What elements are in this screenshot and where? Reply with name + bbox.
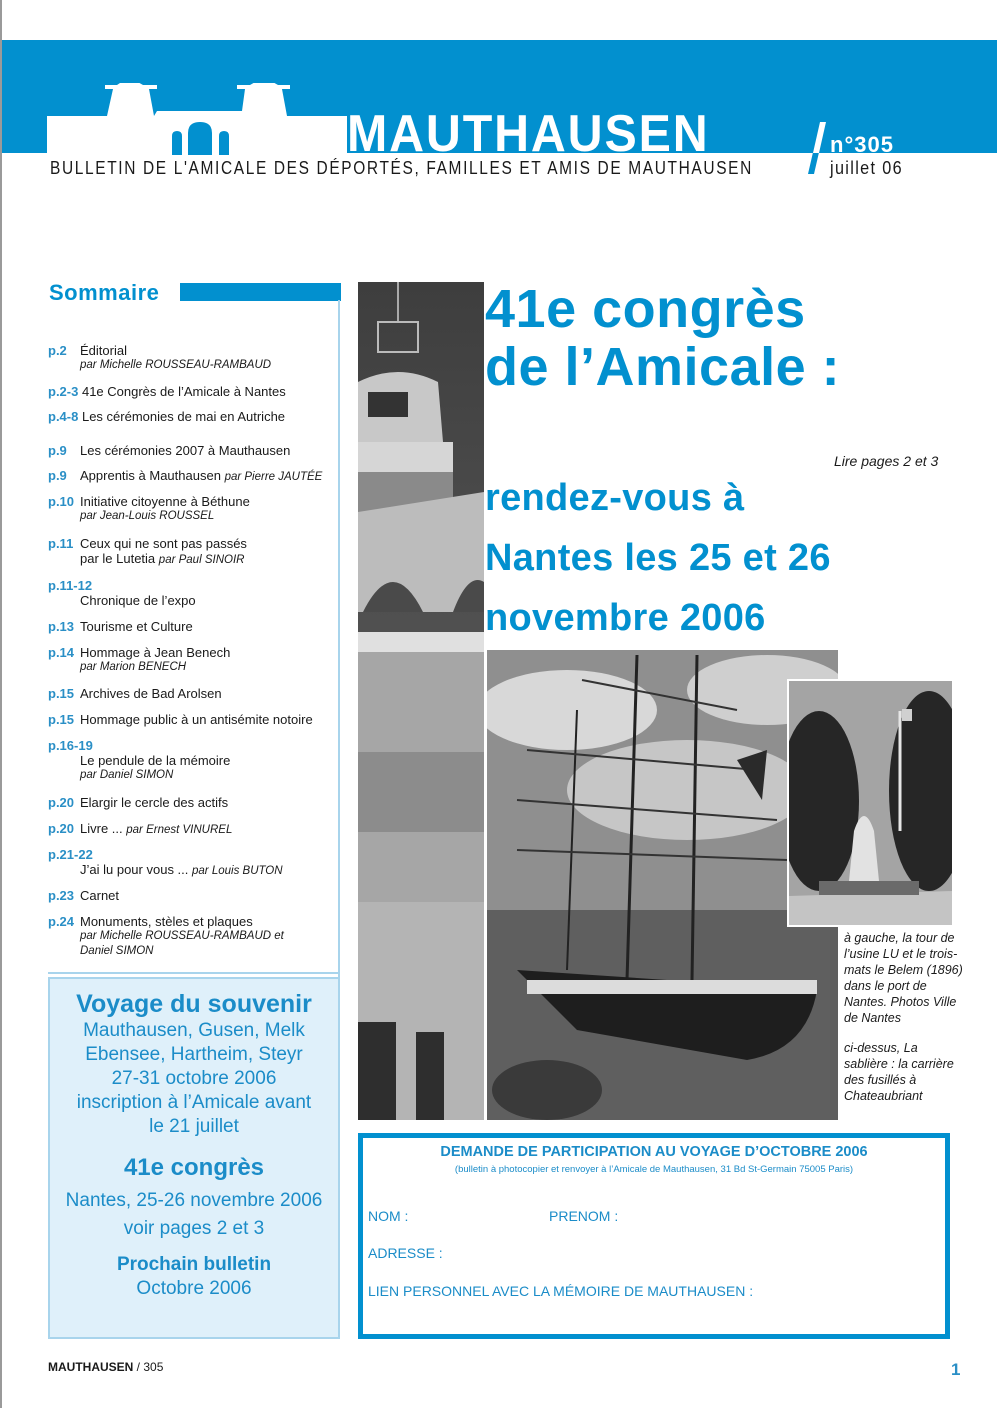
toc-page: p.2-3 — [48, 384, 79, 399]
toc-title: Initiative citoyenne à Béthune — [80, 494, 250, 509]
voyage-line: inscription à l’Amicale avant — [76, 1092, 312, 1113]
toc-author: par Michelle ROUSSEAU-RAMBAUD — [80, 359, 272, 371]
sommaire-heading: Sommaire — [49, 280, 160, 305]
toc-item[interactable] — [48, 888, 119, 903]
headline-line: 41e congrès — [485, 279, 806, 339]
headline — [485, 280, 840, 396]
footer-publication — [48, 1360, 163, 1374]
voyage-line: Mauthausen, Gusen, Melk — [83, 1020, 305, 1041]
toc-item[interactable] — [48, 384, 286, 399]
toc-title: Ceux qui ne sont pas passés — [80, 536, 247, 551]
toc-page: p.23 — [48, 888, 75, 903]
subheadline-line: rendez-vous à — [485, 477, 745, 519]
page-edge — [0, 0, 2, 1408]
footer-issue: / 305 — [133, 1360, 164, 1374]
toc-item[interactable] — [48, 914, 284, 959]
toc-title: Carnet — [80, 888, 120, 903]
toc-page: p.10 — [48, 494, 75, 509]
subheadline-line: novembre 2006 — [485, 597, 766, 639]
toc-title: Elargir le cercle des actifs — [80, 795, 229, 810]
toc-page: p.11-12 — [48, 578, 93, 593]
caption-left-photos: à gauche, la tour de l’usine LU et le trois-mats le Belem (1896) dans le port de Nantes. Photos Ville de Nantes — [844, 931, 963, 1025]
toc-page: p.9 — [48, 443, 67, 458]
toc-title: Hommage à Jean Benech — [80, 645, 231, 660]
photo-caption — [844, 930, 964, 1118]
toc-item[interactable] — [48, 343, 271, 373]
toc-author: par Pierre JAUTÉE — [224, 471, 323, 483]
toc-author: par Marion BENECH — [80, 661, 187, 673]
magazine-title: MAUTHAUSEN — [347, 105, 710, 163]
toc-title: Les cérémonies 2007 à Mauthausen — [80, 443, 291, 458]
toc-page: p.4-8 — [48, 409, 79, 424]
photo-belem-ship — [487, 650, 838, 1120]
toc-item[interactable] — [48, 494, 250, 524]
form-title: DEMANDE DE PARTICIPATION AU VOYAGE D’OCTOBRE 2006 — [440, 1144, 868, 1160]
voyage-heading: Voyage du souvenir — [76, 990, 312, 1018]
toc-item[interactable] — [48, 645, 230, 675]
magazine-subtitle: BULLETIN DE L'AMICALE DES DÉPORTÉS, FAMILLES ET AMIS DE MAUTHAUSEN — [50, 158, 753, 178]
participation-form — [358, 1133, 950, 1339]
toc-item[interactable] — [48, 847, 283, 879]
toc-title: Hommage public à un antisémite notoire — [80, 712, 313, 727]
toc-author-continued: Daniel SIMON — [80, 945, 154, 957]
congres-heading: 41e congrès — [123, 1154, 265, 1181]
voyage-line: Ebensee, Hartheim, Steyr — [85, 1044, 303, 1065]
headline-line: de l’Amicale : — [485, 337, 841, 397]
sommaire-frame-right — [338, 300, 340, 980]
voyage-info-box — [48, 977, 340, 1339]
toc-page: p.24 — [48, 914, 75, 929]
toc-author: par Louis BUTON — [192, 865, 283, 877]
toc-page: p.2 — [48, 343, 67, 358]
toc-author: par Ernest VINUREL — [126, 824, 233, 836]
toc-title: Éditorial — [80, 343, 127, 358]
toc-author: par Paul SINOIR — [158, 554, 245, 566]
issue-number: n°305 — [830, 132, 894, 157]
sommaire-frame-bottom — [48, 972, 340, 974]
toc-item[interactable] — [48, 536, 247, 568]
toc-title: Apprentis à Mauthausen — [80, 468, 221, 483]
toc-item[interactable] — [48, 821, 232, 838]
toc-page: p.21-22 — [48, 847, 93, 862]
read-more-note: Lire pages 2 et 3 — [834, 453, 939, 469]
toc-title: Monuments, stèles et plaques — [80, 914, 253, 929]
toc-author: par Michelle ROUSSEAU-RAMBAUD et — [80, 930, 284, 942]
subheadline — [485, 468, 831, 648]
toc-item[interactable] — [48, 409, 285, 424]
next-bulletin-date: Octobre 2006 — [136, 1278, 252, 1299]
toc-page: p.13 — [48, 619, 75, 634]
adresse-field-label[interactable]: ADRESSE : — [368, 1245, 443, 1261]
lien-field-label[interactable]: LIEN PERSONNEL AVEC LA MÉMOIRE DE MAUTHAUSEN : — [368, 1283, 754, 1299]
toc-item[interactable] — [48, 795, 228, 810]
prenom-field-label[interactable]: PRENOM : — [549, 1208, 619, 1224]
slash-divider — [810, 122, 818, 174]
form-note: (bulletin à photocopier et renvoyer à l’Amicale de Mauthausen, 31 Bd St-Germain 75005 Paris) — [454, 1164, 854, 1175]
toc-item[interactable] — [48, 738, 230, 783]
toc-title-continued: par le Lutetia — [80, 551, 156, 566]
toc-title: Livre ... — [80, 821, 123, 836]
congres-line: Nantes, 25-26 novembre 2006 — [65, 1190, 323, 1211]
photo-lu-tower — [358, 282, 484, 1120]
toc-item[interactable] — [48, 443, 290, 458]
toc-item[interactable] — [48, 686, 222, 701]
nom-field-label[interactable]: NOM : — [368, 1208, 409, 1224]
photo-la-sabliere — [787, 679, 954, 927]
caption-above-photo: ci-dessus, La sablière : la carrière des fusillés à Chateaubriant — [844, 1041, 954, 1103]
voyage-line: 27-31 octobre 2006 — [111, 1068, 277, 1089]
toc-page: p.14 — [48, 645, 75, 660]
toc-title: 41e Congrès de l’Amicale à Nantes — [81, 384, 286, 399]
toc-item[interactable] — [48, 619, 193, 634]
next-bulletin-heading: Prochain bulletin — [116, 1254, 272, 1275]
toc-page: p.16-19 — [48, 738, 93, 753]
footer-title: MAUTHAUSEN — [48, 1360, 134, 1374]
toc-title: J’ai lu pour vous ... — [80, 862, 189, 877]
toc-item[interactable] — [48, 468, 322, 485]
toc-title: Archives de Bad Arolsen — [80, 686, 222, 701]
sommaire-heading-bar — [180, 283, 341, 301]
toc-author: par Jean-Louis ROUSSEL — [80, 510, 215, 522]
toc-title: Les cérémonies de mai en Autriche — [81, 409, 286, 424]
toc-page: p.9 — [48, 468, 67, 483]
toc-page: p.15 — [48, 712, 75, 727]
toc-title: Tourisme et Culture — [80, 619, 193, 634]
toc-page: p.11 — [48, 536, 74, 551]
toc-title: Chronique de l’expo — [80, 593, 196, 608]
toc-author: par Daniel SIMON — [80, 769, 174, 781]
toc-item[interactable] — [48, 578, 196, 608]
toc-page: p.20 — [48, 821, 75, 836]
toc-page: p.20 — [48, 795, 75, 810]
congres-line: voir pages 2 et 3 — [123, 1218, 265, 1239]
issue-date: juillet 06 — [830, 158, 903, 178]
toc-page: p.15 — [48, 686, 75, 701]
toc-item[interactable] — [48, 712, 313, 727]
building-silhouette-logo — [47, 83, 347, 155]
page-number: 1 — [951, 1360, 961, 1379]
subheadline-line: Nantes les 25 et 26 — [485, 537, 831, 579]
toc-title: Le pendule de la mémoire — [80, 753, 231, 768]
voyage-line: le 21 juillet — [149, 1116, 239, 1137]
